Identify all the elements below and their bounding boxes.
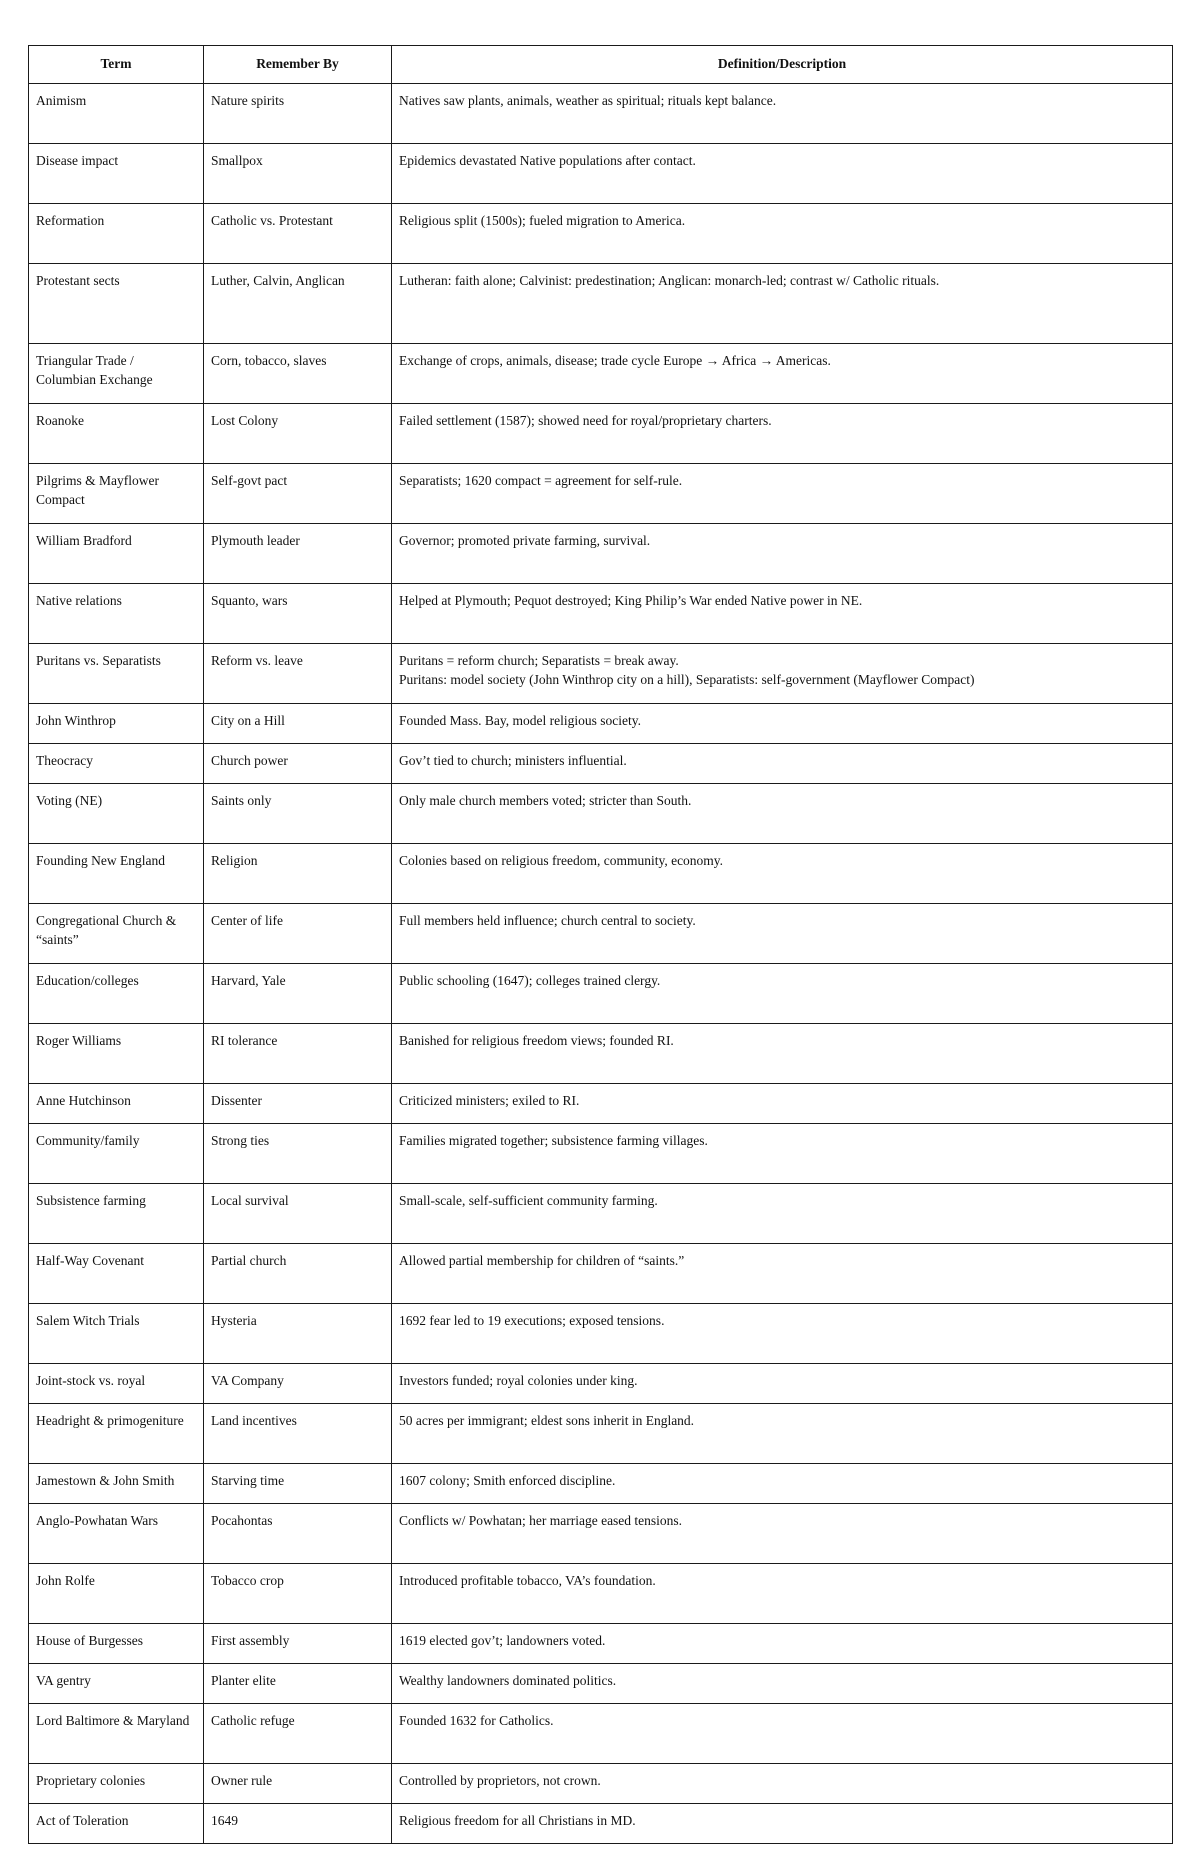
table-row <box>29 204 1173 264</box>
definition-cell <box>392 1564 1173 1624</box>
term-cell: Founding New England <box>29 844 204 904</box>
definition-cell <box>392 1024 1173 1084</box>
table-row <box>29 904 1173 964</box>
table-row <box>29 1084 1173 1124</box>
definition-cell <box>392 744 1173 784</box>
term-cell: Half-Way Covenant <box>29 1244 204 1304</box>
definition-cell <box>392 784 1173 844</box>
term-cell: Theocracy <box>29 744 204 784</box>
table-row <box>29 1024 1173 1084</box>
definition-line: Allowed partial membership for children of “saints.” <box>399 1253 685 1268</box>
definition-cell <box>392 704 1173 744</box>
remember-by-cell: Plymouth leader <box>204 524 392 584</box>
table-row <box>29 144 1173 204</box>
term-cell: Anne Hutchinson <box>29 1084 204 1124</box>
remember-by-cell: Land incentives <box>204 1404 392 1464</box>
table-row <box>29 344 1173 404</box>
table-row <box>29 464 1173 524</box>
definition-line: Lutheran: faith alone; Calvinist: predestination; Anglican: monarch-led; contrast w/ Catholic rituals. <box>399 273 940 288</box>
table-row <box>29 1184 1173 1244</box>
term-cell: Roanoke <box>29 404 204 464</box>
definition-line: Gov’t tied to church; ministers influential. <box>399 753 627 768</box>
definition-line: Investors funded; royal colonies under king. <box>399 1373 638 1388</box>
definition-line: Banished for religious freedom views; founded RI. <box>399 1033 674 1048</box>
definition-line: Helped at Plymouth; Pequot destroyed; King Philip’s War ended Native power in NE. <box>399 593 863 608</box>
term-cell: Anglo-Powhatan Wars <box>29 1504 204 1564</box>
term-cell: Pilgrims & Mayflower Compact <box>29 464 204 524</box>
definition-cell <box>392 964 1173 1024</box>
table-row <box>29 1804 1173 1844</box>
remember-by-cell: Luther, Calvin, Anglican <box>204 264 392 344</box>
term-cell: Congregational Church & “saints” <box>29 904 204 964</box>
definition-cell <box>392 204 1173 264</box>
table-row <box>29 404 1173 464</box>
definition-line: Religious freedom for all Christians in MD. <box>399 1813 636 1828</box>
term-cell: Education/colleges <box>29 964 204 1024</box>
definition-cell <box>392 1304 1173 1364</box>
definition-cell <box>392 1664 1173 1704</box>
remember-by-cell: Center of life <box>204 904 392 964</box>
remember-by-cell: Strong ties <box>204 1124 392 1184</box>
definition-line: Families migrated together; subsistence farming villages. <box>399 1133 708 1148</box>
term-cell: VA gentry <box>29 1664 204 1704</box>
remember-by-cell: Partial church <box>204 1244 392 1304</box>
remember-by-cell: Smallpox <box>204 144 392 204</box>
term-cell: John Rolfe <box>29 1564 204 1624</box>
remember-by-cell: Owner rule <box>204 1764 392 1804</box>
definition-line: Governor; promoted private farming, survival. <box>399 533 651 548</box>
header-definition: Definition/Description <box>392 46 1173 84</box>
table-row <box>29 644 1173 704</box>
remember-by-cell: Church power <box>204 744 392 784</box>
term-cell: Jamestown & John Smith <box>29 1464 204 1504</box>
header-row <box>29 46 1173 84</box>
remember-by-cell: First assembly <box>204 1624 392 1664</box>
term-cell: Proprietary colonies <box>29 1764 204 1804</box>
definition-line: Exchange of crops, animals, disease; trade cycle Europe → Africa → Americas. <box>399 353 831 368</box>
table-row <box>29 1124 1173 1184</box>
remember-by-cell: Local survival <box>204 1184 392 1244</box>
definition-cell <box>392 1504 1173 1564</box>
table-row <box>29 264 1173 344</box>
definition-cell <box>392 1704 1173 1764</box>
remember-by-cell: Self-govt pact <box>204 464 392 524</box>
definition-cell <box>392 524 1173 584</box>
definition-cell <box>392 1244 1173 1304</box>
term-cell: William Bradford <box>29 524 204 584</box>
table-row <box>29 704 1173 744</box>
definition-cell <box>392 844 1173 904</box>
table-row <box>29 84 1173 144</box>
definition-cell <box>392 1764 1173 1804</box>
definition-cell <box>392 1084 1173 1124</box>
definition-line: 50 acres per immigrant; eldest sons inherit in England. <box>399 1413 695 1428</box>
term-cell: Roger Williams <box>29 1024 204 1084</box>
definition-cell <box>392 644 1173 704</box>
definition-line: 1692 fear led to 19 executions; exposed tensions. <box>399 1313 665 1328</box>
definition-line: Introduced profitable tobacco, VA’s foundation. <box>399 1573 656 1588</box>
remember-by-cell: City on a Hill <box>204 704 392 744</box>
definition-cell <box>392 144 1173 204</box>
term-cell: Voting (NE) <box>29 784 204 844</box>
definition-line: Separatists; 1620 compact = agreement for self-rule. <box>399 473 683 488</box>
term-cell: Lord Baltimore & Maryland <box>29 1704 204 1764</box>
remember-by-cell: Starving time <box>204 1464 392 1504</box>
definition-line: Public schooling (1647); colleges trained clergy. <box>399 973 661 988</box>
table-row <box>29 1404 1173 1464</box>
remember-by-cell: Planter elite <box>204 1664 392 1704</box>
definition-cell <box>392 344 1173 404</box>
term-cell: Protestant sects <box>29 264 204 344</box>
table-row <box>29 1704 1173 1764</box>
study-sheet <box>28 45 1172 1844</box>
table-row <box>29 1504 1173 1564</box>
remember-by-cell: RI tolerance <box>204 1024 392 1084</box>
definition-cell <box>392 1184 1173 1244</box>
term-cell: Headright & primogeniture <box>29 1404 204 1464</box>
definition-line: Failed settlement (1587); showed need for royal/proprietary charters. <box>399 413 772 428</box>
remember-by-cell: Pocahontas <box>204 1504 392 1564</box>
definition-line: Criticized ministers; exiled to RI. <box>399 1093 580 1108</box>
remember-by-cell: Religion <box>204 844 392 904</box>
table-row <box>29 1364 1173 1404</box>
definition-cell <box>392 404 1173 464</box>
definition-line: 1619 elected gov’t; landowners voted. <box>399 1633 606 1648</box>
definition-line: Epidemics devastated Native populations after contact. <box>399 153 696 168</box>
table-row <box>29 1764 1173 1804</box>
definition-line: Founded 1632 for Catholics. <box>399 1713 554 1728</box>
remember-by-cell: Catholic refuge <box>204 1704 392 1764</box>
definition-line: Religious split (1500s); fueled migration to America. <box>399 213 686 228</box>
definition-line: Full members held influence; church central to society. <box>399 913 696 928</box>
table-row <box>29 1664 1173 1704</box>
term-cell: Native relations <box>29 584 204 644</box>
term-cell: Triangular Trade / Columbian Exchange <box>29 344 204 404</box>
definition-cell <box>392 1364 1173 1404</box>
term-cell: Community/family <box>29 1124 204 1184</box>
term-cell: Animism <box>29 84 204 144</box>
definition-line: 1607 colony; Smith enforced discipline. <box>399 1473 616 1488</box>
table-row <box>29 1464 1173 1504</box>
remember-by-cell: Nature spirits <box>204 84 392 144</box>
remember-by-cell: Lost Colony <box>204 404 392 464</box>
term-cell: John Winthrop <box>29 704 204 744</box>
terms-table <box>28 45 1173 1844</box>
remember-by-cell: Catholic vs. Protestant <box>204 204 392 264</box>
remember-by-cell: Saints only <box>204 784 392 844</box>
term-cell: Joint-stock vs. royal <box>29 1364 204 1404</box>
table-row <box>29 584 1173 644</box>
table-row <box>29 1304 1173 1364</box>
definition-line: Founded Mass. Bay, model religious society. <box>399 713 641 728</box>
definition-line: Small-scale, self-sufficient community farming. <box>399 1193 658 1208</box>
definition-cell <box>392 1404 1173 1464</box>
definition-cell <box>392 904 1173 964</box>
table-body <box>29 84 1173 1844</box>
remember-by-cell: Dissenter <box>204 1084 392 1124</box>
header-remember-by: Remember By <box>204 46 392 84</box>
definition-line: Wealthy landowners dominated politics. <box>399 1673 617 1688</box>
definition-cell <box>392 264 1173 344</box>
term-cell: Puritans vs. Separatists <box>29 644 204 704</box>
remember-by-cell: Hysteria <box>204 1304 392 1364</box>
table-row <box>29 844 1173 904</box>
definition-line: Colonies based on religious freedom, community, economy. <box>399 853 724 868</box>
remember-by-cell: Reform vs. leave <box>204 644 392 704</box>
remember-by-cell: Harvard, Yale <box>204 964 392 1024</box>
term-cell: House of Burgesses <box>29 1624 204 1664</box>
table-row <box>29 524 1173 584</box>
term-cell: Reformation <box>29 204 204 264</box>
definition-cell <box>392 1464 1173 1504</box>
definition-line: Puritans: model society (John Winthrop city on a hill), Separatists: self-government (Mayflower Compact) <box>399 671 975 687</box>
table-row <box>29 1624 1173 1664</box>
remember-by-cell: 1649 <box>204 1804 392 1844</box>
definition-line: Natives saw plants, animals, weather as spiritual; rituals kept balance. <box>399 93 777 108</box>
remember-by-cell: Squanto, wars <box>204 584 392 644</box>
table-row <box>29 1244 1173 1304</box>
definition-line: Only male church members voted; stricter than South. <box>399 793 692 808</box>
definition-line: Puritans = reform church; Separatists = break away. <box>399 653 679 668</box>
table-row <box>29 1564 1173 1624</box>
table-row <box>29 964 1173 1024</box>
definition-cell <box>392 1804 1173 1844</box>
definition-line: Controlled by proprietors, not crown. <box>399 1773 601 1788</box>
table-row <box>29 744 1173 784</box>
term-cell: Salem Witch Trials <box>29 1304 204 1364</box>
remember-by-cell: VA Company <box>204 1364 392 1404</box>
term-cell: Subsistence farming <box>29 1184 204 1244</box>
remember-by-cell: Corn, tobacco, slaves <box>204 344 392 404</box>
table-row <box>29 784 1173 844</box>
definition-cell <box>392 84 1173 144</box>
term-cell: Act of Toleration <box>29 1804 204 1844</box>
definition-cell <box>392 1124 1173 1184</box>
definition-line: Conflicts w/ Powhatan; her marriage eased tensions. <box>399 1513 683 1528</box>
definition-cell <box>392 584 1173 644</box>
term-cell: Disease impact <box>29 144 204 204</box>
definition-cell <box>392 1624 1173 1664</box>
definition-cell <box>392 464 1173 524</box>
remember-by-cell: Tobacco crop <box>204 1564 392 1624</box>
header-term: Term <box>29 46 204 84</box>
